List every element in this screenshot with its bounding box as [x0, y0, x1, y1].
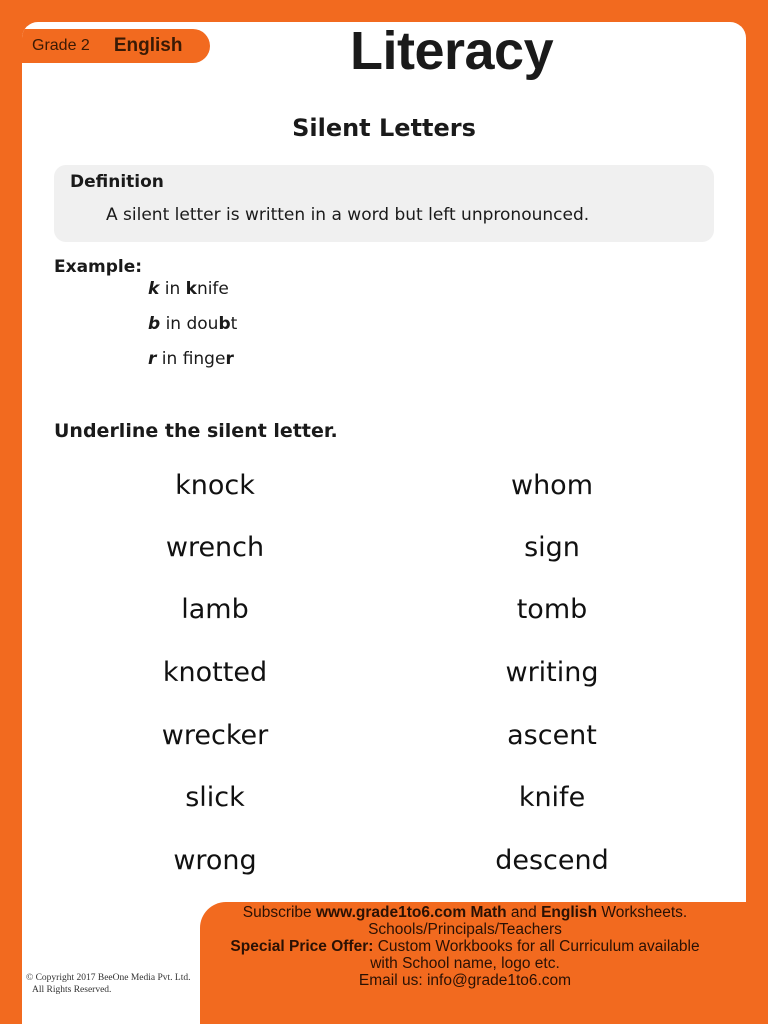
exercise-word[interactable]: lamb — [181, 594, 249, 625]
worksheet-page — [22, 22, 746, 1024]
example-connector: in — [159, 279, 186, 299]
exercise-instruction: Underline the silent letter. — [54, 420, 338, 442]
footer-offer-text: Custom Workbooks for all Curriculum available — [373, 938, 700, 955]
definition-label: Definition — [70, 172, 164, 192]
exercise-word[interactable]: knock — [175, 470, 255, 501]
copyright-line: © Copyright 2017 BeeOne Media Pvt. Ltd. — [26, 973, 191, 983]
definition-box — [54, 165, 714, 242]
example-silent-letter: b — [148, 314, 161, 334]
footer-line-audience: Schools/Principals/Teachers — [368, 921, 562, 938]
example-item — [148, 279, 229, 299]
example-word-start: dou — [186, 314, 219, 334]
exercise-word[interactable]: slick — [185, 782, 245, 813]
footer-line-offer — [200, 938, 730, 955]
example-label: Example: — [54, 257, 143, 277]
example-word-silent: k — [185, 279, 197, 299]
exercise-word[interactable]: sign — [524, 532, 580, 563]
grade-tab — [22, 29, 210, 63]
exercise-word[interactable]: wrecker — [161, 720, 269, 751]
exercise-word[interactable]: whom — [510, 470, 593, 501]
footer-line-custom: with School name, logo etc. — [370, 955, 560, 972]
example-word-end: nife — [196, 279, 229, 299]
page-subtitle: Silent Letters — [292, 114, 476, 142]
example-word-start: finge — [182, 349, 226, 369]
footer-site-link[interactable]: www.grade1to6.com — [315, 904, 467, 921]
example-silent-letter: r — [148, 349, 157, 369]
footer-line-subscribe — [200, 904, 730, 921]
exercise-word[interactable]: tomb — [516, 594, 588, 625]
example-word-end: t — [230, 314, 238, 334]
footer-email[interactable]: Email us: info@grade1to6.com — [358, 972, 572, 989]
exercise-word[interactable]: knotted — [162, 657, 268, 688]
exercise-word[interactable]: descend — [495, 845, 609, 876]
exercise-word[interactable]: wrong — [173, 845, 257, 876]
copyright-line: All Rights Reserved. — [32, 985, 112, 995]
example-word-silent: r — [225, 349, 234, 369]
copyright-notice — [26, 972, 190, 996]
grade-label: Grade 2 — [32, 37, 90, 54]
footer-text: Subscribe — [242, 904, 316, 921]
footer-promo — [200, 904, 730, 989]
example-item — [148, 349, 234, 369]
footer-offer-label: Special Price Offer: — [230, 938, 374, 955]
definition-text: A silent letter is written in a word but left unpronounced. — [106, 205, 590, 225]
exercise-word[interactable]: knife — [518, 782, 586, 813]
exercise-word[interactable]: ascent — [507, 720, 597, 751]
exercise-word[interactable]: writing — [505, 657, 599, 688]
exercise-word[interactable]: wrench — [165, 532, 265, 563]
footer-math: Math — [466, 904, 507, 921]
example-word-silent: b — [218, 314, 231, 334]
example-connector: in — [160, 314, 187, 334]
page-title: Literacy — [350, 22, 554, 81]
footer-text: Worksheets. — [597, 904, 688, 921]
example-connector: in — [156, 349, 183, 369]
subject-label: English — [113, 35, 183, 56]
footer-text: and — [506, 904, 542, 921]
footer-english: English — [541, 904, 598, 921]
example-silent-letter: k — [148, 279, 160, 299]
example-item — [148, 314, 237, 334]
